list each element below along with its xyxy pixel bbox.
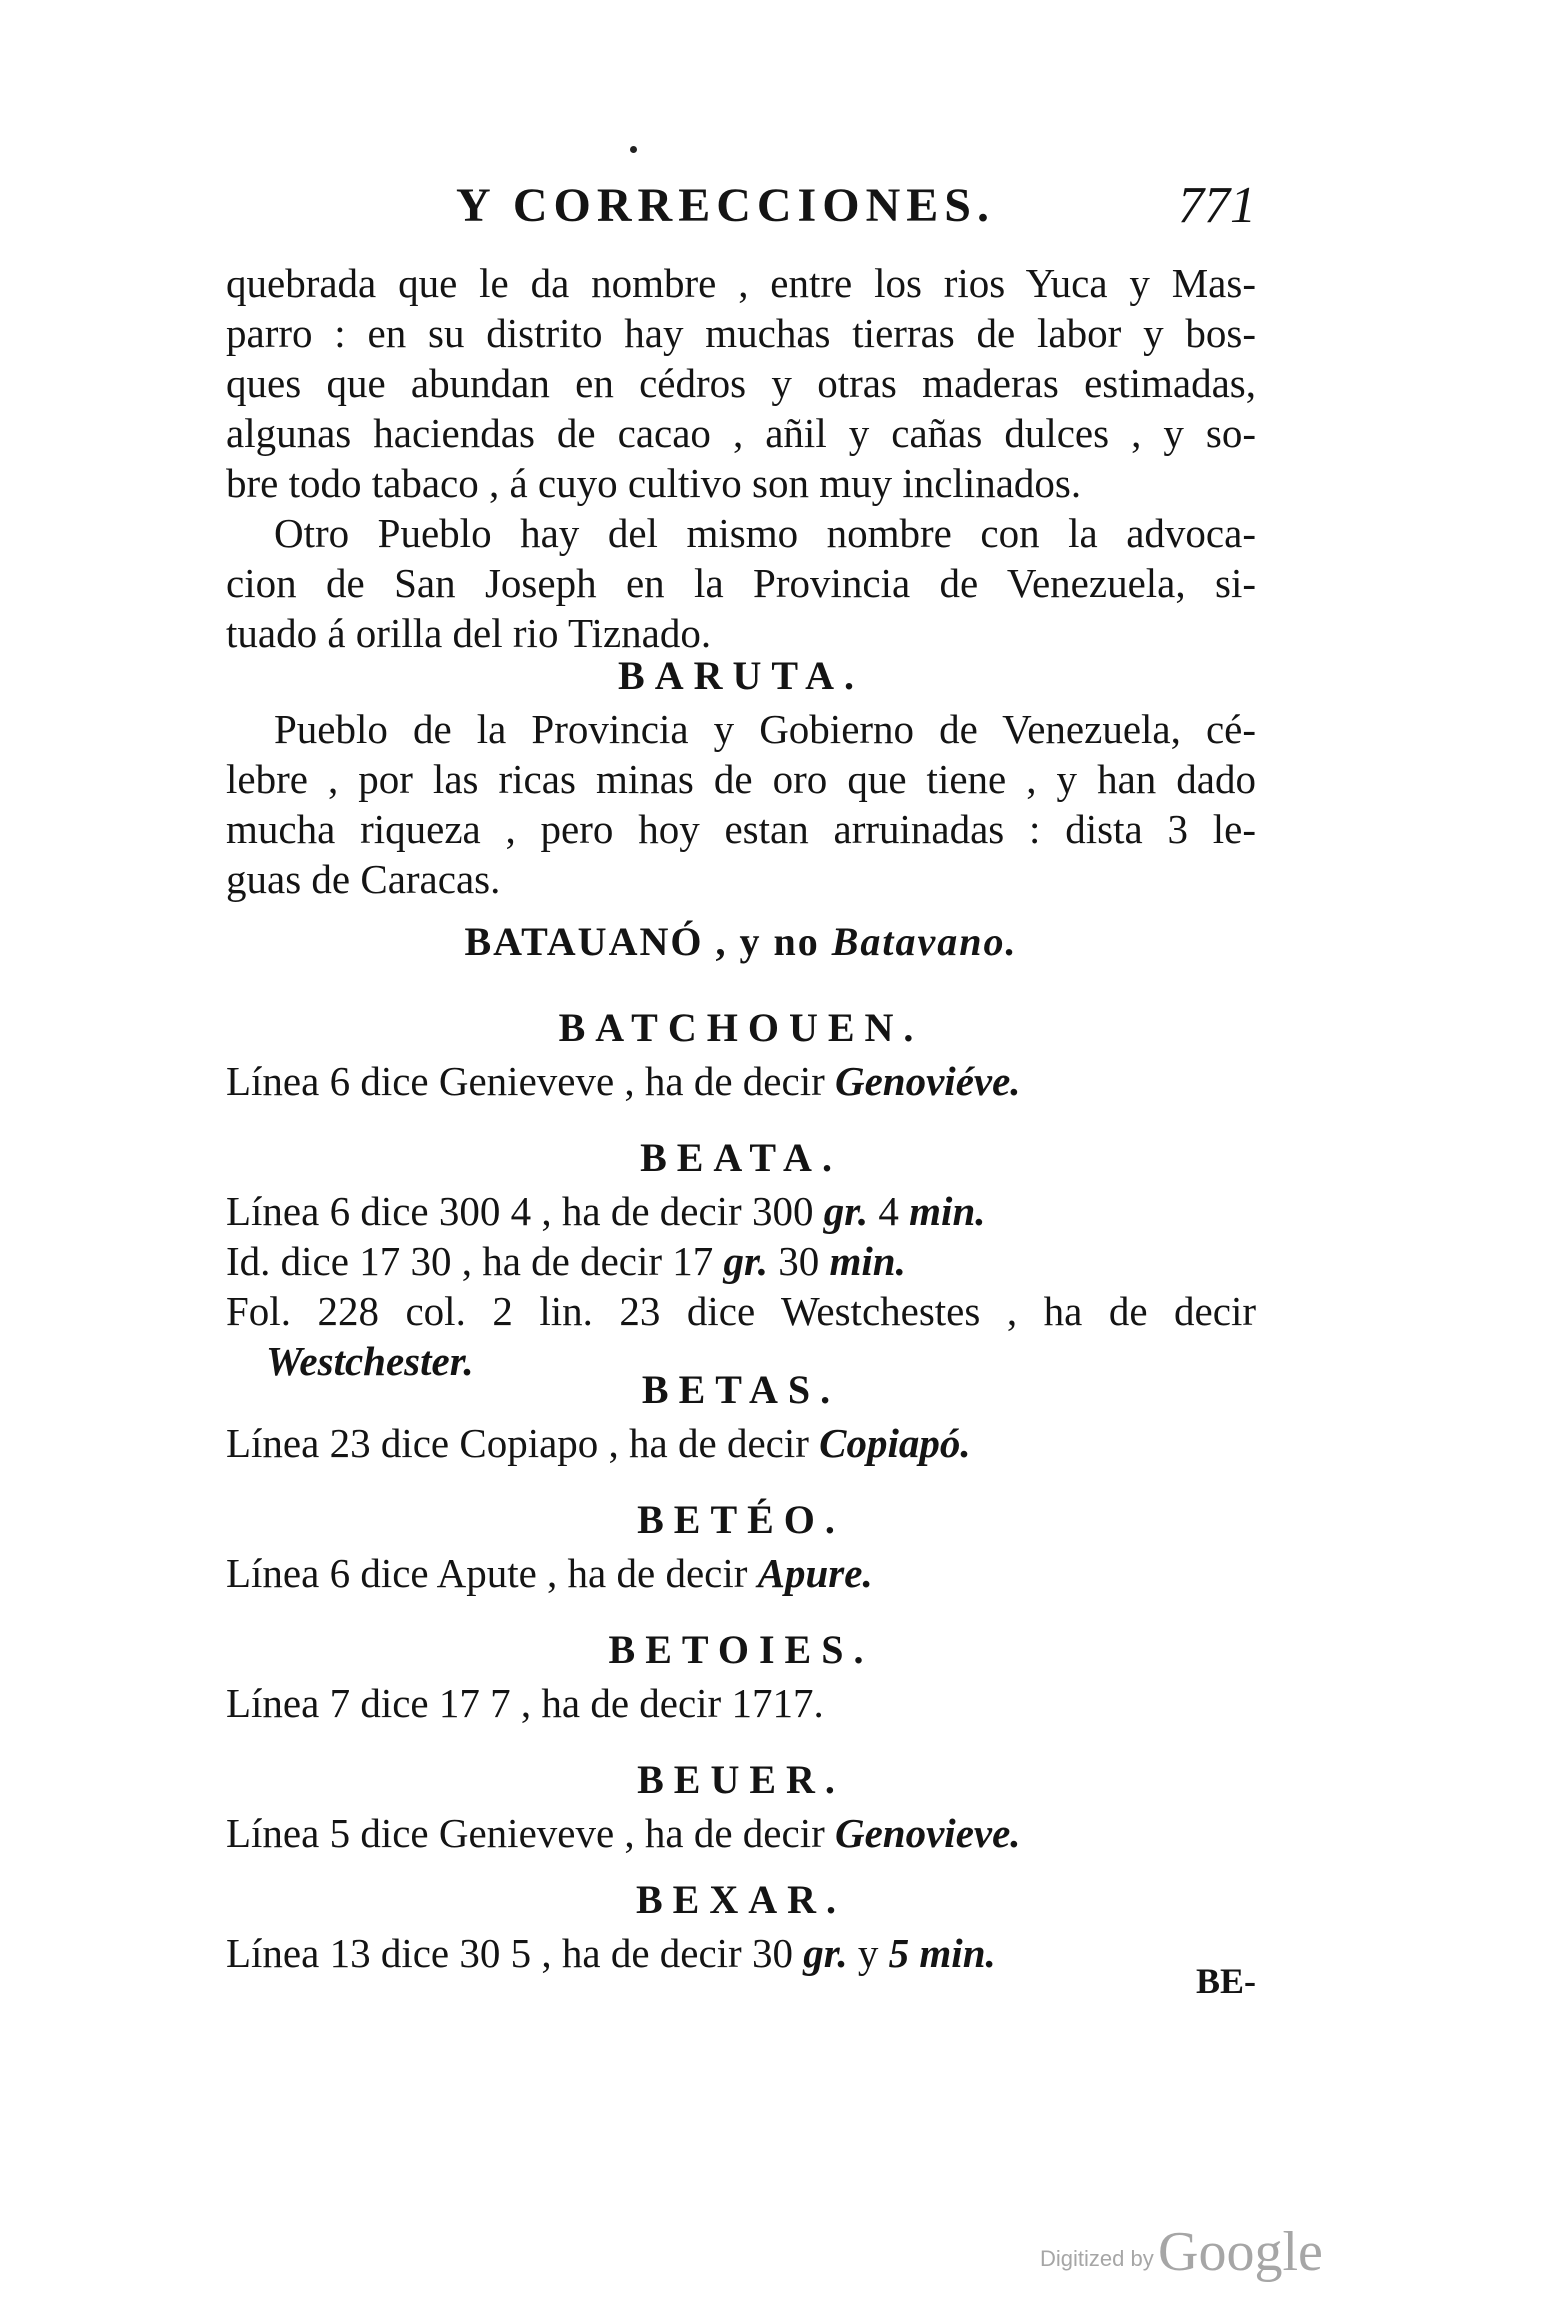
catchword: BE- [1195,1961,1256,2001]
heading-italic: Batavano. [831,919,1018,964]
digitized-watermark [1040,2220,1360,2283]
entry-batchouen [226,1000,1256,1106]
line-italic: 5 min. [888,1930,996,1976]
line-text: 4 [868,1188,910,1234]
entry-heading: BATCHOUEN. [558,1005,924,1050]
entry-betoies [226,1622,1256,1728]
text-line: ques que abundan en cédros y otras maderas estimadas, [226,360,1256,406]
line-text: Id. dice 17 30 , ha de decir 17 [226,1238,724,1284]
entry-beteo [226,1492,1256,1598]
text-line [226,1056,1256,1106]
text-line: Pueblo de la Provincia y Gobierno de Venezuela, cé- [274,706,1256,752]
watermark-logo: Google [1158,2221,1323,2283]
ornament-dot [630,146,637,153]
page-number: 771 [1178,177,1256,234]
entry-betas [226,1362,1256,1468]
line-text: Línea 6 dice Genieveve , ha de decir [226,1058,835,1104]
entry-heading: BEXAR. [635,1877,847,1922]
entry-beuer [226,1752,1256,1858]
line-italic: Genoviéve. [835,1058,1021,1104]
line-italic: Copiapó. [819,1420,971,1466]
line-text: y [847,1930,889,1976]
line-italic: min. [909,1188,986,1234]
heading-text: BATAUANÓ , y no [464,919,832,964]
entry-heading [226,914,1256,970]
line-italic: gr. [823,1188,869,1234]
entry-batauano [226,914,1256,970]
running-title: Y CORRECCIONES. [456,179,995,232]
watermark-caption: Digitized by [1040,2246,1154,2271]
text-line: Línea 7 dice 17 7 , ha de decir 1717. [226,1680,824,1726]
text-line: Otro Pueblo hay del mismo nombre con la advoca- [274,510,1256,556]
text-line [226,1928,1256,1978]
text-line: quebrada que le da nombre , entre los rios Yuca y Mas- [226,260,1256,306]
text-line [226,1236,1256,1286]
text-line: cion de San Joseph en la Provincia de Venezuela, si- [226,560,1256,606]
line-italic: Apure. [757,1550,873,1596]
line-italic: Genovieve. [835,1810,1021,1856]
text-line [226,1548,1256,1598]
text-line: mucha riqueza , pero hoy estan arruinadas : dista 3 le- [226,806,1256,852]
entry-heading: BEATA. [640,1135,842,1180]
entry-bexar [226,1872,1256,1978]
line-text: Línea 6 dice Apute , ha de decir [226,1550,758,1596]
line-italic: min. [829,1238,906,1284]
entry-heading: BEUER. [637,1757,845,1802]
text-line [226,1418,1256,1468]
entry-heading: BETAS. [641,1367,841,1412]
entry-heading: BARUTA. [618,653,864,698]
running-head [226,178,1256,240]
entry-beata [226,1130,1256,1386]
line-text: Línea 6 dice 300 4 , ha de decir 300 [226,1188,824,1234]
entry-heading: BETÉO. [637,1497,845,1542]
text-line: bre todo tabaco , á cuyo cultivo son muy inclinados. [226,460,1082,506]
text-line: lebre , por las ricas minas de oro que tiene , y han dado [226,756,1256,802]
line-italic: gr. [803,1930,848,1976]
entry-baruta [226,648,1256,904]
entry-heading: BETOIES. [608,1627,874,1672]
line-text: 30 [767,1238,830,1284]
intro-text [226,258,1256,658]
text-line: parro : en su distrito hay muchas tierras de labor y bos- [226,310,1256,356]
text-line [226,1186,1256,1236]
line-text: Línea 13 dice 30 5 , ha de decir 30 [226,1930,804,1976]
line-text: Línea 5 dice Genieveve , ha de decir [226,1810,835,1856]
text-line: Fol. 228 col. 2 lin. 23 dice Westchestes , ha de decir [226,1288,1256,1334]
text-line: tuado á orilla del rio Tiznado. [226,610,712,656]
text-line [226,1808,1256,1858]
text-line: Westchester. [266,1338,474,1384]
line-italic: gr. [723,1238,768,1284]
text-line: guas de Caracas. [226,856,501,902]
text-line: algunas haciendas de cacao , añil y cañas dulces , y so- [226,410,1256,456]
line-text: Línea 23 dice Copiapo , ha de decir [226,1420,820,1466]
